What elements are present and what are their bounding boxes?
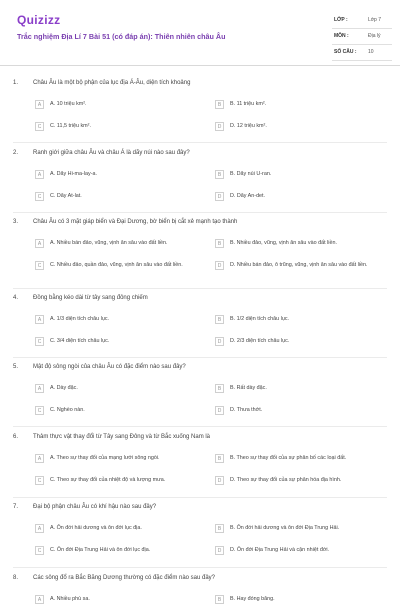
option-letter-box: A (35, 454, 44, 463)
option-c[interactable] (35, 473, 207, 491)
option-c[interactable] (35, 189, 207, 207)
option-letter-box: D (215, 261, 224, 270)
option-text: C. 3/4 diện tích châu lục. (50, 338, 110, 344)
option-text: B. Dãy núi U-ran. (230, 171, 272, 177)
option-letter-box: C (35, 261, 44, 270)
question-number: 1. (13, 80, 19, 86)
option-b[interactable] (215, 521, 387, 539)
option-text: D. 12 triệu km². (230, 123, 267, 129)
option-text: D. Nhiều bán đảo, ô trũng, vũng, vịnh ăn sâu vào đất liền. (230, 262, 368, 268)
question-text: Đồng bằng kéo dài từ tây sang đông chiếm (33, 295, 148, 301)
divider (13, 357, 387, 358)
question-number: 2. (13, 150, 19, 156)
quizizz-logo: Quizizz (17, 13, 61, 27)
meta-label: LỚP : (334, 17, 348, 23)
divider (13, 288, 387, 289)
option-text: A. Ôn đới hải dương và ôn đới lục địa. (50, 525, 142, 531)
option-d[interactable] (215, 334, 387, 352)
option-a[interactable] (35, 381, 207, 399)
divider (13, 142, 387, 143)
option-letter-box: D (215, 122, 224, 131)
option-text: A. Nhiều phù sa. (50, 596, 90, 602)
question-text: Thảm thực vật thay đổi từ Tây sang Đông và từ Bắc xuống Nam là (33, 434, 211, 440)
meta-table (332, 13, 392, 61)
option-text: B. Rất dày đặc. (230, 385, 267, 391)
option-text: D. Ôn đới Địa Trung Hải và cận nhiệt đới. (230, 547, 330, 553)
option-text: C. Theo sự thay đổi của nhiệt độ và lượng mưa. (50, 477, 166, 483)
question-text: Châu Âu là một bộ phận của lục địa Á-Âu, diện tích khoảng (33, 80, 191, 86)
option-letter-box: A (35, 524, 44, 533)
option-letter-box: D (215, 546, 224, 555)
option-a[interactable] (35, 521, 207, 539)
option-a[interactable] (35, 167, 207, 185)
option-d[interactable] (215, 119, 387, 137)
option-d[interactable] (215, 403, 387, 421)
option-a[interactable] (35, 592, 207, 610)
option-text: D. Theo sự thay đổi của sự phân hóa địa hình. (230, 477, 342, 483)
option-b[interactable] (215, 236, 387, 254)
option-b[interactable] (215, 312, 387, 330)
question-number: 6. (13, 434, 19, 440)
option-c[interactable] (35, 119, 207, 137)
option-d[interactable] (215, 543, 387, 561)
option-letter-box: B (215, 595, 224, 604)
meta-label: MÔN : (334, 33, 349, 39)
option-letter-box: C (35, 122, 44, 131)
question-text: Châu Âu có 3 mặt giáp biển và Đại Dương, bờ biển bị cắt xẻ mạnh tạo thành (33, 219, 238, 225)
option-text: C. Ôn đới Địa Trung Hải và ôn đới lục địa. (50, 547, 151, 553)
divider (13, 497, 387, 498)
option-b[interactable] (215, 167, 387, 185)
option-text: B. Hay đóng băng. (230, 596, 275, 602)
worksheet-header (0, 0, 400, 66)
meta-value: Lớp 7 (368, 17, 382, 23)
page-title: Trắc nghiệm Địa Lí 7 Bài 51 (có đáp án): Thiên nhiên châu Âu (17, 32, 226, 41)
option-text: B. 1/2 diện tích châu lục. (230, 316, 290, 322)
option-letter-box: C (35, 546, 44, 555)
question-number: 8. (13, 575, 19, 581)
option-text: C. Dãy At-lat. (50, 193, 82, 199)
option-letter-box: D (215, 192, 224, 201)
option-letter-box: B (215, 454, 224, 463)
question-text: Mật độ sông ngòi của châu Âu có đặc điểm nào sau đây? (33, 364, 186, 370)
option-text: A. 10 triệu km². (50, 101, 87, 107)
option-letter-box: D (215, 406, 224, 415)
option-letter-box: A (35, 170, 44, 179)
option-text: C. Nghèo nàn. (50, 407, 85, 413)
option-a[interactable] (35, 312, 207, 330)
option-text: C. 11,5 triệu km². (50, 123, 91, 129)
option-text: B. 11 triệu km². (230, 101, 267, 107)
option-text: A. Dày đặc. (50, 385, 78, 391)
option-letter-box: A (35, 595, 44, 604)
divider (13, 567, 387, 568)
question-number: 4. (13, 295, 19, 301)
option-text: B. Nhiều đảo, vũng, vịnh ăn sâu vào đất liền. (230, 240, 337, 246)
meta-row-count (332, 45, 392, 61)
option-b[interactable] (215, 97, 387, 115)
divider (13, 212, 387, 213)
meta-value: Địa lý (368, 33, 381, 39)
question-number: 3. (13, 219, 19, 225)
option-d[interactable] (215, 473, 387, 491)
option-letter-box: C (35, 337, 44, 346)
option-a[interactable] (35, 451, 207, 469)
question-text: Đại bộ phận châu Âu có khí hậu nào sau đây? (33, 504, 157, 510)
option-text: A. 1/3 diện tích châu lục. (50, 316, 110, 322)
option-letter-box: A (35, 315, 44, 324)
option-d[interactable] (215, 189, 387, 207)
option-b[interactable] (215, 381, 387, 399)
option-text: B. Theo sự thay đổi của sự phân bố các loại đất. (230, 455, 347, 461)
option-text: A. Nhiều bán đảo, vũng, vịnh ăn sâu vào đất liền. (50, 240, 168, 246)
option-letter-box: B (215, 239, 224, 248)
option-c[interactable] (35, 258, 207, 282)
option-letter-box: D (215, 476, 224, 485)
option-text: C. Nhiều đảo, quần đảo, vũng, vịnh ăn sâu vào đất liền. (50, 262, 183, 268)
option-letter-box: C (35, 192, 44, 201)
option-c[interactable] (35, 334, 207, 352)
option-text: D. Thưa thớt. (230, 407, 263, 413)
option-letter-box: B (215, 524, 224, 533)
question-text: Ranh giới giữa châu Âu và châu Á là dãy núi nào sau đây? (33, 150, 190, 156)
option-d[interactable] (215, 258, 387, 282)
option-letter-box: A (35, 384, 44, 393)
option-letter-box: D (215, 337, 224, 346)
option-text: A. Dãy Hi-ma-lay-a. (50, 171, 98, 177)
option-letter-box: A (35, 100, 44, 109)
option-c[interactable] (35, 403, 207, 421)
meta-label: SỐ CÂU : (334, 49, 357, 55)
option-letter-box: C (35, 406, 44, 415)
option-b[interactable] (215, 451, 387, 469)
option-a[interactable] (35, 97, 207, 115)
meta-row-grade (332, 13, 392, 29)
question-text: Các sông đổ ra Bắc Băng Dương thường có đặc điểm nào sau đây? (33, 575, 216, 581)
option-letter-box: B (215, 315, 224, 324)
option-letter-box: B (215, 384, 224, 393)
option-letter-box: B (215, 170, 224, 179)
question-number: 5. (13, 364, 19, 370)
option-letter-box: C (35, 476, 44, 485)
option-text: D. Dãy An-det. (230, 193, 266, 199)
option-letter-box: A (35, 239, 44, 248)
option-c[interactable] (35, 543, 207, 561)
question-number: 7. (13, 504, 19, 510)
option-letter-box: B (215, 100, 224, 109)
meta-value: 10 (368, 49, 374, 55)
option-text: A. Theo sự thay đổi của mạng lưới sông ngòi. (50, 455, 160, 461)
option-b[interactable] (215, 592, 387, 610)
option-a[interactable] (35, 236, 207, 254)
meta-row-subject (332, 29, 392, 45)
option-text: B. Ôn đới hải dương và ôn đới Địa Trung Hải. (230, 525, 340, 531)
divider (13, 426, 387, 427)
option-text: D. 2/3 diện tích châu lục. (230, 338, 290, 344)
